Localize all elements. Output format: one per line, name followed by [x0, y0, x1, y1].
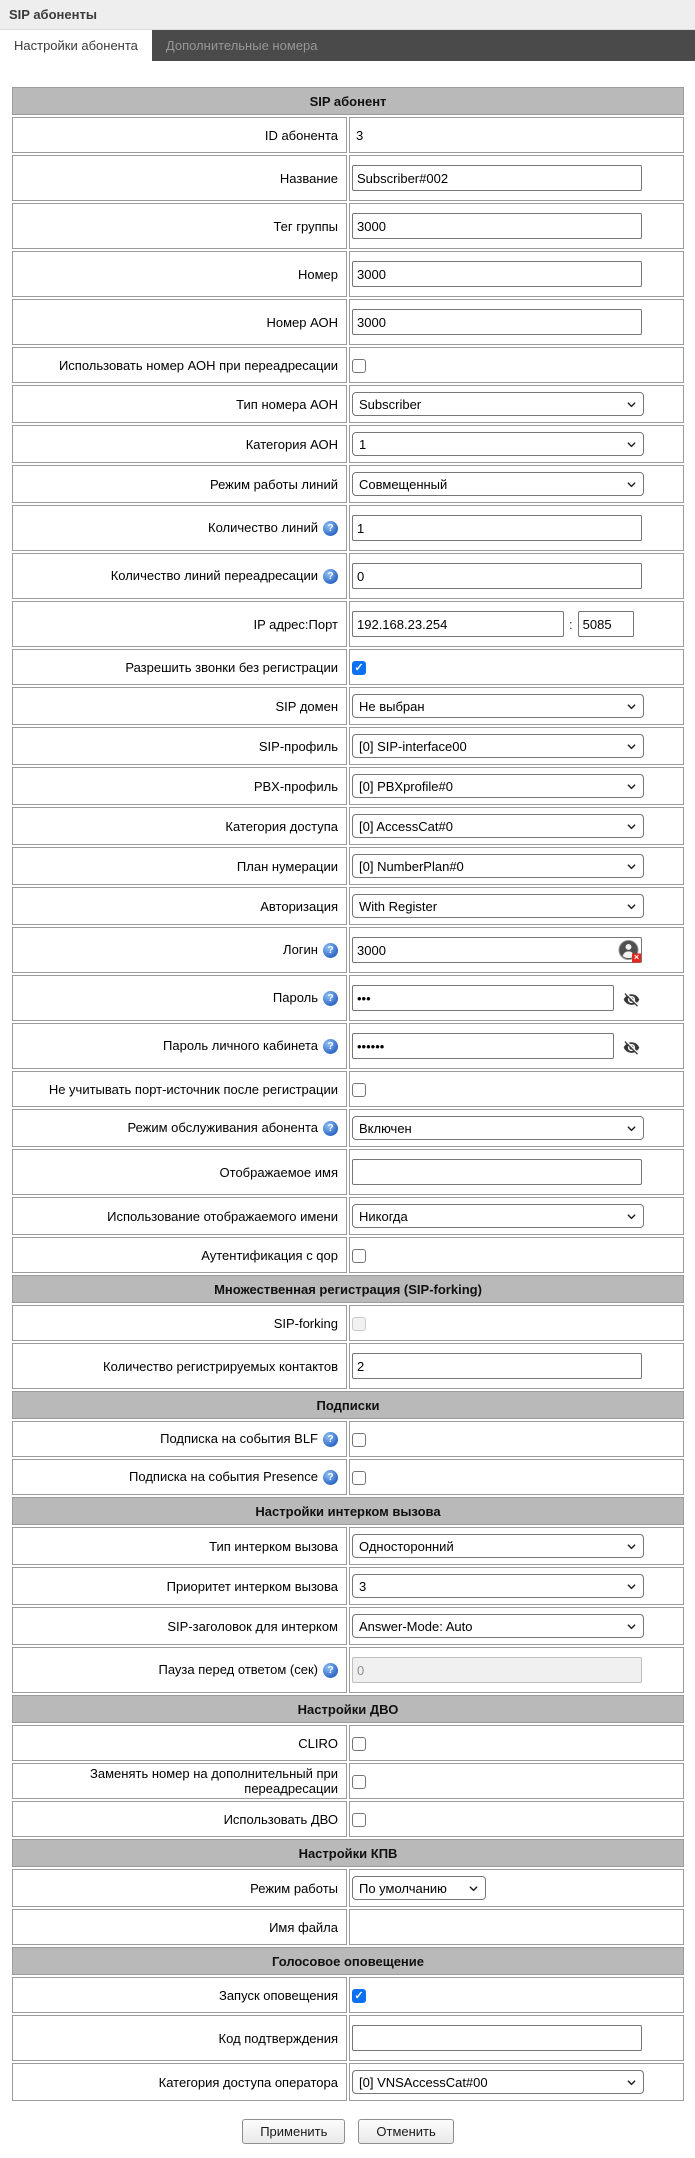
- row-control-cell: [349, 553, 684, 599]
- row-control-cell: [349, 649, 684, 685]
- form-row: [12, 299, 684, 345]
- chevron-down-icon: [626, 701, 637, 712]
- section-header: Настройки ДВО: [12, 1695, 684, 1723]
- select-dropdown[interactable]: [352, 1574, 644, 1598]
- select-value: [0] SIP-interface00: [359, 738, 467, 754]
- row-control-cell: [349, 887, 684, 925]
- registration-failed-badge: ✕: [633, 954, 640, 962]
- row-label: Использование отображаемого имени: [107, 1208, 338, 1224]
- form-row: [12, 117, 684, 153]
- row-control-cell: [349, 1801, 684, 1837]
- checkbox[interactable]: [352, 1249, 366, 1263]
- select-dropdown[interactable]: [352, 472, 644, 496]
- row-label: Номер АОН: [266, 314, 338, 330]
- row-control-cell: [349, 1197, 684, 1235]
- chevron-down-icon: [626, 1621, 637, 1632]
- section-header: Настройки интерком вызова: [12, 1497, 684, 1525]
- row-control-cell: [349, 425, 684, 463]
- row-label-cell: [12, 1647, 347, 1693]
- row-control-cell: [349, 1109, 684, 1147]
- row-label-cell: [12, 649, 347, 685]
- form-row: [12, 1725, 684, 1761]
- checkbox[interactable]: [352, 1989, 366, 2003]
- help-icon[interactable]: ?: [323, 1039, 338, 1054]
- chevron-down-icon: [626, 861, 637, 872]
- section-header: Подписки: [12, 1391, 684, 1419]
- row-label-cell: [12, 505, 347, 551]
- checkbox: [352, 1317, 366, 1331]
- form-row: [12, 385, 684, 423]
- form-row: [12, 1763, 684, 1799]
- row-label-cell: [12, 1421, 347, 1457]
- text-input[interactable]: [352, 261, 642, 287]
- form-row: [12, 727, 684, 765]
- row-label-cell: [12, 553, 347, 599]
- select-dropdown[interactable]: [352, 774, 644, 798]
- select-value: 3: [359, 1578, 367, 1594]
- row-label: Тип интерком вызова: [209, 1538, 338, 1554]
- form-row: [12, 2063, 684, 2101]
- row-label: SIP домен: [275, 698, 338, 714]
- row-control-cell: [349, 1869, 684, 1907]
- form-row: [12, 1869, 684, 1907]
- row-label: Категория доступа: [225, 818, 338, 834]
- checkbox[interactable]: [352, 359, 366, 373]
- row-label: Количество регистрируемых контактов: [103, 1358, 338, 1374]
- row-label: Пароль личного кабинета: [163, 1037, 318, 1053]
- row-label: Имя файла: [269, 1919, 338, 1935]
- form-row: [12, 1197, 684, 1235]
- form-row: [12, 1149, 684, 1195]
- row-label-cell: [12, 1343, 347, 1389]
- row-label-cell: [12, 299, 347, 345]
- form-row: [12, 1567, 684, 1605]
- row-label: Аутентификация с qop: [201, 1247, 338, 1263]
- row-label-cell: [12, 2063, 347, 2101]
- help-icon[interactable]: ?: [323, 1470, 338, 1485]
- select-value: Включен: [359, 1120, 412, 1136]
- select-value: Односторонний: [359, 1538, 454, 1554]
- form-row: [12, 1977, 684, 2013]
- chevron-down-icon: [468, 1883, 479, 1894]
- form-row: [12, 347, 684, 383]
- row-label-cell: [12, 1459, 347, 1495]
- row-label-cell: [12, 1607, 347, 1645]
- text-input[interactable]: [352, 515, 642, 541]
- password-input[interactable]: [352, 1033, 614, 1059]
- row-control-cell: [349, 2015, 684, 2061]
- section-header: Голосовое оповещение: [12, 1947, 684, 1975]
- form-row: [12, 1909, 684, 1945]
- row-control-cell: [349, 1567, 684, 1605]
- form-row: [12, 887, 684, 925]
- row-label-cell: [12, 1567, 347, 1605]
- toggle-password-visibility-icon[interactable]: [623, 1039, 640, 1056]
- row-control-cell: [349, 1149, 684, 1195]
- help-icon[interactable]: ?: [323, 569, 338, 584]
- row-label-cell: [12, 1725, 347, 1761]
- checkbox[interactable]: [352, 1737, 366, 1751]
- select-dropdown[interactable]: [352, 1876, 486, 1900]
- row-control-cell: [349, 505, 684, 551]
- row-control-cell: [349, 927, 684, 973]
- tab-subscriber-settings[interactable]: Настройки абонента: [0, 30, 152, 61]
- static-value: [352, 1920, 356, 1935]
- form-row: [12, 1607, 684, 1645]
- help-icon[interactable]: ?: [323, 1121, 338, 1136]
- section-header-row: [12, 1497, 684, 1525]
- form-row: [12, 1237, 684, 1273]
- text-input[interactable]: [352, 2025, 642, 2051]
- row-label: Не учитывать порт-источник после регистрации: [48, 1081, 338, 1097]
- form-row: [12, 465, 684, 503]
- row-label: ID абонента: [264, 127, 338, 143]
- row-label-cell: [12, 1801, 347, 1837]
- select-value: With Register: [359, 898, 438, 914]
- text-input[interactable]: [352, 309, 642, 335]
- checkbox[interactable]: [352, 1813, 366, 1827]
- chevron-down-icon: [626, 741, 637, 752]
- section-header: Настройки КПВ: [12, 1839, 684, 1867]
- row-label-cell: [12, 767, 347, 805]
- row-label-cell: [12, 887, 347, 925]
- text-input: [352, 1657, 642, 1683]
- chevron-down-icon: [626, 1581, 637, 1592]
- row-control-cell: [349, 1725, 684, 1761]
- page-title: SIP абоненты: [9, 7, 97, 22]
- help-icon[interactable]: ?: [323, 943, 338, 958]
- form-row: [12, 687, 684, 725]
- row-control-cell: [349, 975, 684, 1021]
- row-control-cell: [349, 1607, 684, 1645]
- section-header-row: [12, 87, 684, 115]
- row-label-cell: [12, 251, 347, 297]
- select-dropdown[interactable]: [352, 894, 644, 918]
- row-control-cell: [349, 767, 684, 805]
- row-control-cell: [349, 807, 684, 845]
- row-control-cell: [349, 1977, 684, 2013]
- row-control-cell: [349, 251, 684, 297]
- select-dropdown[interactable]: [352, 694, 644, 718]
- port-input[interactable]: [578, 611, 634, 637]
- row-label: Запуск оповещения: [218, 1987, 338, 2003]
- select-dropdown[interactable]: [352, 2070, 644, 2094]
- row-control-cell: [349, 465, 684, 503]
- row-control-cell: [349, 1527, 684, 1565]
- form-row: [12, 155, 684, 201]
- apply-button[interactable]: Применить: [242, 2119, 345, 2144]
- select-dropdown[interactable]: [352, 1116, 644, 1140]
- select-dropdown[interactable]: [352, 814, 644, 838]
- select-value: Совмещенный: [359, 476, 448, 492]
- row-control-cell: [349, 727, 684, 765]
- row-control-cell: [349, 1237, 684, 1273]
- row-label-cell: [12, 601, 347, 647]
- form-row: [12, 847, 684, 885]
- form-row: [12, 1801, 684, 1837]
- subscriber-registration-status-icon: [618, 940, 639, 961]
- row-control-cell: [349, 299, 684, 345]
- row-label: Использовать номер АОН при переадресации: [58, 357, 338, 373]
- row-label: Отображаемое имя: [219, 1164, 338, 1180]
- row-label-cell: [12, 1109, 347, 1147]
- login-field-wrapper: [352, 937, 642, 963]
- cancel-button[interactable]: Отменить: [358, 2119, 453, 2144]
- row-label: SIP-заголовок для интерком: [167, 1618, 338, 1634]
- row-label: SIP-forking: [273, 1315, 338, 1331]
- row-control-cell: [349, 1023, 684, 1069]
- text-input[interactable]: [352, 213, 642, 239]
- password-input[interactable]: [352, 985, 614, 1011]
- form-row: [12, 807, 684, 845]
- select-value: Answer-Mode: Auto: [359, 1618, 473, 1634]
- row-label-cell: [12, 807, 347, 845]
- row-label-cell: [12, 1909, 347, 1945]
- row-label: Заменять номер на дополнительный при переадресации: [90, 1766, 338, 1796]
- row-control-cell: [349, 1305, 684, 1341]
- help-icon[interactable]: ?: [323, 1432, 338, 1447]
- form-row: [12, 425, 684, 463]
- row-label: SIP-профиль: [258, 738, 338, 754]
- text-input[interactable]: [352, 563, 642, 589]
- select-value: 1: [359, 436, 367, 452]
- static-value: 3: [356, 127, 364, 143]
- row-label-cell: [12, 1023, 347, 1069]
- form-row: [12, 927, 684, 973]
- select-value: [0] AccessCat#0: [359, 818, 453, 834]
- row-label-cell: [12, 1763, 347, 1799]
- help-icon[interactable]: ?: [323, 991, 338, 1006]
- form-row: [12, 975, 684, 1021]
- form-row: [12, 767, 684, 805]
- row-label-cell: [12, 847, 347, 885]
- select-dropdown[interactable]: [352, 734, 644, 758]
- row-label: Категория доступа оператора: [158, 2074, 338, 2090]
- row-label: Количество линий: [208, 519, 318, 535]
- row-control-cell: [349, 385, 684, 423]
- row-control-cell: [349, 203, 684, 249]
- row-label: План нумерации: [236, 858, 338, 874]
- row-label: CLIRO: [298, 1735, 338, 1751]
- check-icon: ✓: [354, 661, 364, 674]
- select-dropdown[interactable]: [352, 1204, 644, 1228]
- row-label: Подписка на события BLF: [160, 1430, 318, 1446]
- row-control-cell: [349, 1459, 684, 1495]
- form-row: [12, 2015, 684, 2061]
- row-label: Название: [279, 170, 338, 186]
- section-header-row: [12, 1275, 684, 1303]
- chevron-down-icon: [626, 901, 637, 912]
- row-label-cell: [12, 1977, 347, 2013]
- form-row: [12, 1647, 684, 1693]
- checkbox[interactable]: [352, 1083, 366, 1097]
- section-header: Множественная регистрация (SIP-forking): [12, 1275, 684, 1303]
- row-control-cell: [349, 687, 684, 725]
- row-label-cell: [12, 1197, 347, 1235]
- row-label-cell: [12, 1071, 347, 1107]
- select-value: Никогда: [359, 1208, 408, 1224]
- chevron-down-icon: [626, 399, 637, 410]
- tab-bar: [0, 30, 695, 61]
- row-control-cell: [349, 1343, 684, 1389]
- row-label: IP адрес:Порт: [253, 616, 338, 632]
- row-label: PBX-профиль: [253, 778, 338, 794]
- row-control-cell: [349, 601, 684, 647]
- row-label: Номер: [297, 266, 338, 282]
- row-control-cell: [349, 1421, 684, 1457]
- settings-table: [10, 85, 686, 2103]
- checkbox[interactable]: [352, 1433, 366, 1447]
- checkbox[interactable]: [352, 1471, 366, 1485]
- row-label: Количество линий переадресации: [110, 567, 318, 583]
- row-label-cell: [12, 155, 347, 201]
- form-row: [12, 505, 684, 551]
- row-label: Авторизация: [260, 898, 338, 914]
- chevron-down-icon: [626, 1541, 637, 1552]
- row-label-cell: [12, 1305, 347, 1341]
- row-control-cell: [349, 847, 684, 885]
- row-control-cell: [349, 117, 684, 153]
- section-header-row: [12, 1391, 684, 1419]
- tab-additional-numbers[interactable]: Дополнительные номера: [165, 38, 318, 53]
- main-content: [0, 61, 695, 2158]
- checkbox[interactable]: [352, 1775, 366, 1789]
- select-dropdown[interactable]: [352, 1614, 644, 1638]
- row-label: Режим обслуживания абонента: [127, 1119, 318, 1135]
- form-row: [12, 1109, 684, 1147]
- form-row: [12, 1023, 684, 1069]
- chevron-down-icon: [626, 821, 637, 832]
- row-control-cell: [349, 1647, 684, 1693]
- row-label-cell: [12, 2015, 347, 2061]
- check-icon: ✓: [354, 1989, 364, 2002]
- row-label: Тег группы: [273, 218, 338, 234]
- row-label-cell: [12, 465, 347, 503]
- row-label-cell: [12, 975, 347, 1021]
- row-control-cell: [349, 347, 684, 383]
- row-label: Режим работы: [250, 1880, 338, 1896]
- select-value: Subscriber: [359, 396, 422, 412]
- form-row: [12, 1421, 684, 1457]
- row-label-cell: [12, 425, 347, 463]
- row-label: Разрешить звонки без регистрации: [125, 659, 338, 675]
- form-row: [12, 1071, 684, 1107]
- select-value: Не выбран: [359, 698, 425, 714]
- select-value: [0] NumberPlan#0: [359, 858, 464, 874]
- row-label-cell: [12, 1869, 347, 1907]
- row-label-cell: [12, 727, 347, 765]
- row-control-cell: [349, 1909, 684, 1945]
- row-control-cell: [349, 2063, 684, 2101]
- select-dropdown[interactable]: [352, 854, 644, 878]
- row-control-cell: [349, 1071, 684, 1107]
- text-input[interactable]: [352, 165, 642, 191]
- form-row: [12, 1343, 684, 1389]
- text-input[interactable]: [352, 1353, 642, 1379]
- form-row: [12, 1305, 684, 1341]
- form-row: [12, 1527, 684, 1565]
- row-label-cell: [12, 927, 347, 973]
- row-label: Категория АОН: [245, 436, 338, 452]
- section-header-row: [12, 1695, 684, 1723]
- section-header: SIP абонент: [12, 87, 684, 115]
- help-icon[interactable]: ?: [323, 1663, 338, 1678]
- chevron-down-icon: [626, 2077, 637, 2088]
- chevron-down-icon: [626, 479, 637, 490]
- row-label: Пауза перед ответом (сек): [158, 1661, 318, 1677]
- action-buttons: [10, 2119, 686, 2144]
- row-label: Использовать ДВО: [223, 1811, 338, 1827]
- row-label: Код подтверждения: [218, 2030, 338, 2046]
- select-dropdown[interactable]: [352, 432, 644, 456]
- select-value: По умолчанию: [359, 1880, 447, 1896]
- row-label-cell: [12, 1149, 347, 1195]
- row-label-cell: [12, 385, 347, 423]
- row-label: Пароль: [272, 989, 318, 1005]
- ip-address-input[interactable]: [352, 611, 564, 637]
- chevron-down-icon: [626, 1211, 637, 1222]
- row-control-cell: [349, 155, 684, 201]
- row-label-cell: [12, 117, 347, 153]
- toggle-password-visibility-icon[interactable]: [623, 991, 640, 1008]
- row-label: Подписка на события Presence: [129, 1468, 318, 1484]
- section-header-row: [12, 1839, 684, 1867]
- section-header-row: [12, 1947, 684, 1975]
- select-dropdown[interactable]: [352, 392, 644, 416]
- help-icon[interactable]: ?: [323, 521, 338, 536]
- form-row: [12, 553, 684, 599]
- row-label-cell: [12, 1527, 347, 1565]
- select-dropdown[interactable]: [352, 1534, 644, 1558]
- row-label: Логин: [283, 941, 318, 957]
- chevron-down-icon: [626, 781, 637, 792]
- row-label: Приоритет интерком вызова: [166, 1578, 338, 1594]
- form-row: [12, 1459, 684, 1495]
- login-input[interactable]: [352, 937, 642, 963]
- form-row: [12, 203, 684, 249]
- form-row: [12, 601, 684, 647]
- chevron-down-icon: [626, 1123, 637, 1134]
- row-label-cell: [12, 347, 347, 383]
- form-row: [12, 649, 684, 685]
- page-titlebar: [0, 0, 695, 30]
- select-value: [0] VNSAccessCat#00: [359, 2074, 488, 2090]
- chevron-down-icon: [626, 439, 637, 450]
- select-value: [0] PBXprofile#0: [359, 778, 453, 794]
- row-label-cell: [12, 687, 347, 725]
- row-control-cell: [349, 1763, 684, 1799]
- text-input[interactable]: [352, 1159, 642, 1185]
- ip-port-separator: :: [569, 616, 573, 632]
- row-label-cell: [12, 203, 347, 249]
- row-label: Режим работы линий: [209, 476, 338, 492]
- row-label-cell: [12, 1237, 347, 1273]
- row-label: Тип номера АОН: [236, 396, 338, 412]
- checkbox[interactable]: [352, 661, 366, 675]
- form-row: [12, 251, 684, 297]
